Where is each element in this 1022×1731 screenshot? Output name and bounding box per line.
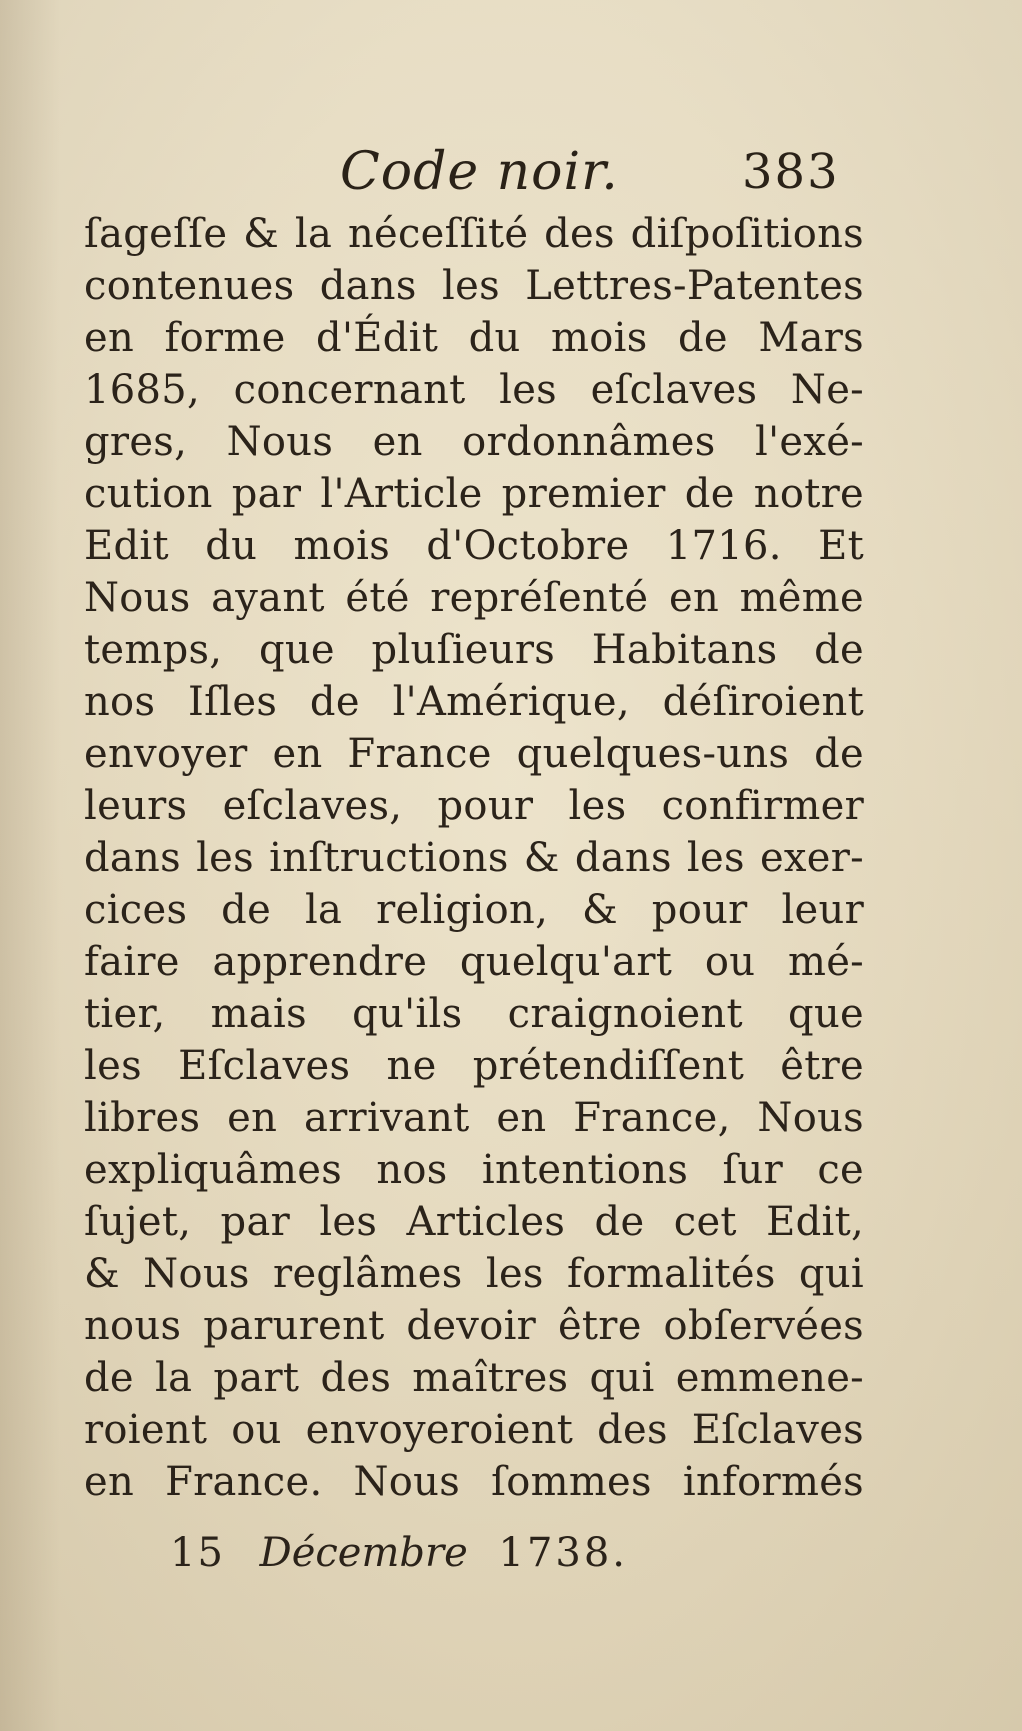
text-line: leurs eſclaves, pour les confirmer (84, 783, 864, 829)
footer-month: Décembre (259, 1530, 468, 1576)
text-line: Nous ayant été repréſenté en même (84, 575, 864, 621)
text-line: en forme d'Édit du mois de Mars (84, 315, 864, 361)
text-line: les Eſclaves ne prétendiſſent être (84, 1043, 864, 1089)
text-line: dans les inſtructions & dans les exer- (84, 835, 864, 881)
footer-year: 1738. (498, 1530, 629, 1576)
text-line: 1685, concernant les eſclaves Ne- (84, 367, 864, 413)
text-line: ſujet, par les Articles de cet Edit, (84, 1199, 864, 1245)
text-line: en France. Nous ſommes informés (84, 1459, 864, 1505)
text-line: cution par l'Article premier de notre (84, 471, 864, 517)
text-line: envoyer en France quelques-uns de (84, 731, 864, 777)
text-line: & Nous reglâmes les formalités qui (84, 1251, 864, 1297)
text-line: nos Iſles de l'Amérique, déſiroient (84, 679, 864, 725)
text-line: tier, mais qu'ils craignoient que (84, 991, 864, 1037)
text-line: de la part des maîtres qui emmene- (84, 1355, 864, 1401)
text-line: ſageſſe & la néceſſité des diſpoſitions (84, 211, 864, 257)
body-text (84, 208, 864, 1508)
text-line: cices de la religion, & pour leur (84, 887, 864, 933)
text-line: temps, que pluſieurs Habitans de (84, 627, 864, 673)
text-line: faire apprendre quelqu'art ou mé- (84, 939, 864, 985)
text-line: nous parurent devoir être obſervées (84, 1303, 864, 1349)
page-number: 383 (742, 144, 840, 200)
spine-shadow (0, 0, 60, 1731)
running-head (0, 142, 1022, 212)
text-line: roient ou envoyeroient des Eſclaves (84, 1407, 864, 1453)
text-line: gres, Nous en ordonnâmes l'exé- (84, 419, 864, 465)
running-title: Code noir. (340, 142, 619, 202)
text-line: Edit du mois d'Octobre 1716. Et (84, 523, 864, 569)
text-line: libres en arrivant en France, Nous (84, 1095, 864, 1141)
footer-date (170, 1530, 628, 1576)
text-line: contenues dans les Lettres-Patentes (84, 263, 864, 309)
footer-day: 15 (170, 1530, 225, 1576)
text-line: expliquâmes nos intentions ſur ce (84, 1147, 864, 1193)
